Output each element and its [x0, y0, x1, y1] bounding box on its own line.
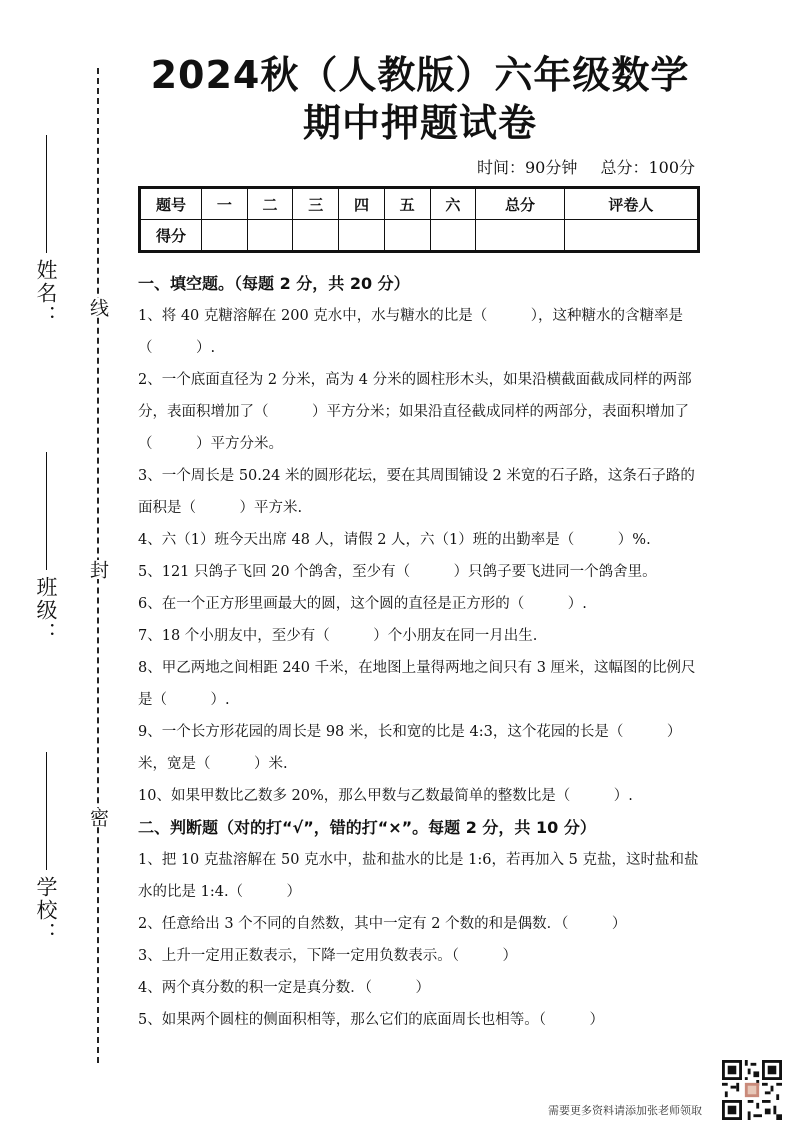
- score-table-cell: 五: [384, 188, 430, 220]
- question-item: 3、一个周长是 50.24 米的圆形花坛，要在其周围铺设 2 米宽的石子路，这条石子路的面积是（ ）平方米.: [138, 468, 695, 516]
- score-table-cell: 四: [339, 188, 385, 220]
- score-table-header-row: [140, 188, 699, 220]
- school-field[interactable]: [30, 752, 62, 945]
- class-label: 班级：: [34, 576, 58, 645]
- score-input-cell[interactable]: [247, 220, 293, 252]
- seal-mark-seal: 封: [87, 560, 109, 579]
- question-item: 5、如果两个圆柱的侧面积相等，那么它们的底面周长也相等。（ ）: [138, 1012, 604, 1028]
- score-table-score-row: [140, 220, 699, 252]
- score-table-cell: 三: [293, 188, 339, 220]
- name-field[interactable]: [30, 135, 62, 328]
- score-input-cell[interactable]: [476, 220, 565, 252]
- class-field[interactable]: [30, 452, 62, 645]
- question-item: 3、上升一定用正数表示，下降一定用负数表示。（ ）: [138, 948, 517, 964]
- score-table-cell: 一: [202, 188, 248, 220]
- question-item: 1、将 40 克糖溶解在 200 克水中，水与糖水的比是（ ），这种糖水的含糖率是（ ）.: [138, 308, 684, 356]
- seal-mark-secret: 密: [87, 808, 109, 827]
- score-input-cell[interactable]: [293, 220, 339, 252]
- score-table-cell: 六: [430, 188, 476, 220]
- qr-code-icon: [722, 1060, 782, 1120]
- score-row-label: 得分: [140, 220, 202, 252]
- section2-heading: 二、判断题（对的打“√”，错的打“×”。每题 2 分，共 10 分）: [138, 818, 596, 837]
- question-item: 9、一个长方形花园的周长是 98 米，长和宽的比是 4:3，这个花园的长是（ ）米，宽是（ ）米.: [138, 724, 682, 772]
- score-table: [138, 186, 700, 253]
- question-item: 7、18 个小朋友中，至少有（ ）个小朋友在同一月出生.: [138, 628, 538, 644]
- exam-content: [138, 268, 703, 1036]
- time-label: 时间：90分钟: [476, 158, 578, 177]
- footer-note: 需要更多资料请添加张老师领取: [548, 1104, 702, 1117]
- score-input-cell[interactable]: [384, 220, 430, 252]
- section1-heading: 一、填空题。（每题 2 分，共 20 分）: [138, 274, 410, 293]
- question-item: 6、在一个正方形里画最大的圆，这个圆的直径是正方形的（ ）.: [138, 596, 587, 612]
- school-underline: [46, 752, 47, 870]
- question-item: 1、把 10 克盐溶解在 50 克水中，盐和盐水的比是 1:6，若再加入 5 克盐，这时盐和盐水的比是 1:4.（ ）: [138, 852, 699, 900]
- name-label: 姓名：: [34, 259, 58, 328]
- question-item: 4、两个真分数的积一定是真分数．（ ）: [138, 980, 430, 996]
- question-item: 2、一个底面直径为 2 分米，高为 4 分米的圆柱形木头，如果沿横截面截成同样的两部分，表面积增加了（ ）平方分米；如果沿直径截成同样的两部分，表面积增加了（ ）平方分米。: [138, 372, 692, 452]
- score-table-cell: 总分: [476, 188, 565, 220]
- seal-mark-line: 线: [87, 298, 109, 317]
- question-item: 5、121 只鸽子飞回 20 个鸽舍，至少有（ ）只鸽子要飞进同一个鸽舍里。: [138, 564, 657, 580]
- score-table-cell: 评卷人: [564, 188, 698, 220]
- score-input-cell[interactable]: [339, 220, 385, 252]
- score-table-cell: 题号: [140, 188, 202, 220]
- question-item: 8、甲乙两地之间相距 240 千米，在地图上量得两地之间只有 3 厘米，这幅图的比例尺是（ ）.: [138, 660, 696, 708]
- exam-info: [459, 155, 695, 178]
- exam-title-line2: 期中押题试卷: [302, 101, 537, 145]
- total-score-label: 总分：100分: [600, 158, 695, 177]
- score-table-cell: 二: [247, 188, 293, 220]
- school-label: 学校：: [34, 876, 58, 945]
- question-item: 10、如果甲数比乙数多 20%，那么甲数与乙数最简单的整数比是（ ）.: [138, 788, 633, 804]
- class-underline: [46, 452, 47, 570]
- exam-title-line1: 2024秋（人教版）六年级数学: [150, 53, 690, 97]
- name-underline: [46, 135, 47, 253]
- question-item: 2、任意给出 3 个不同的自然数，其中一定有 2 个数的和是偶数．（ ）: [138, 916, 627, 932]
- score-input-cell[interactable]: [202, 220, 248, 252]
- score-input-cell[interactable]: [430, 220, 476, 252]
- question-item: 4、六（1）班今天出席 48 人，请假 2 人，六（1）班的出勤率是（ ）%.: [138, 532, 651, 548]
- score-input-cell[interactable]: [564, 220, 698, 252]
